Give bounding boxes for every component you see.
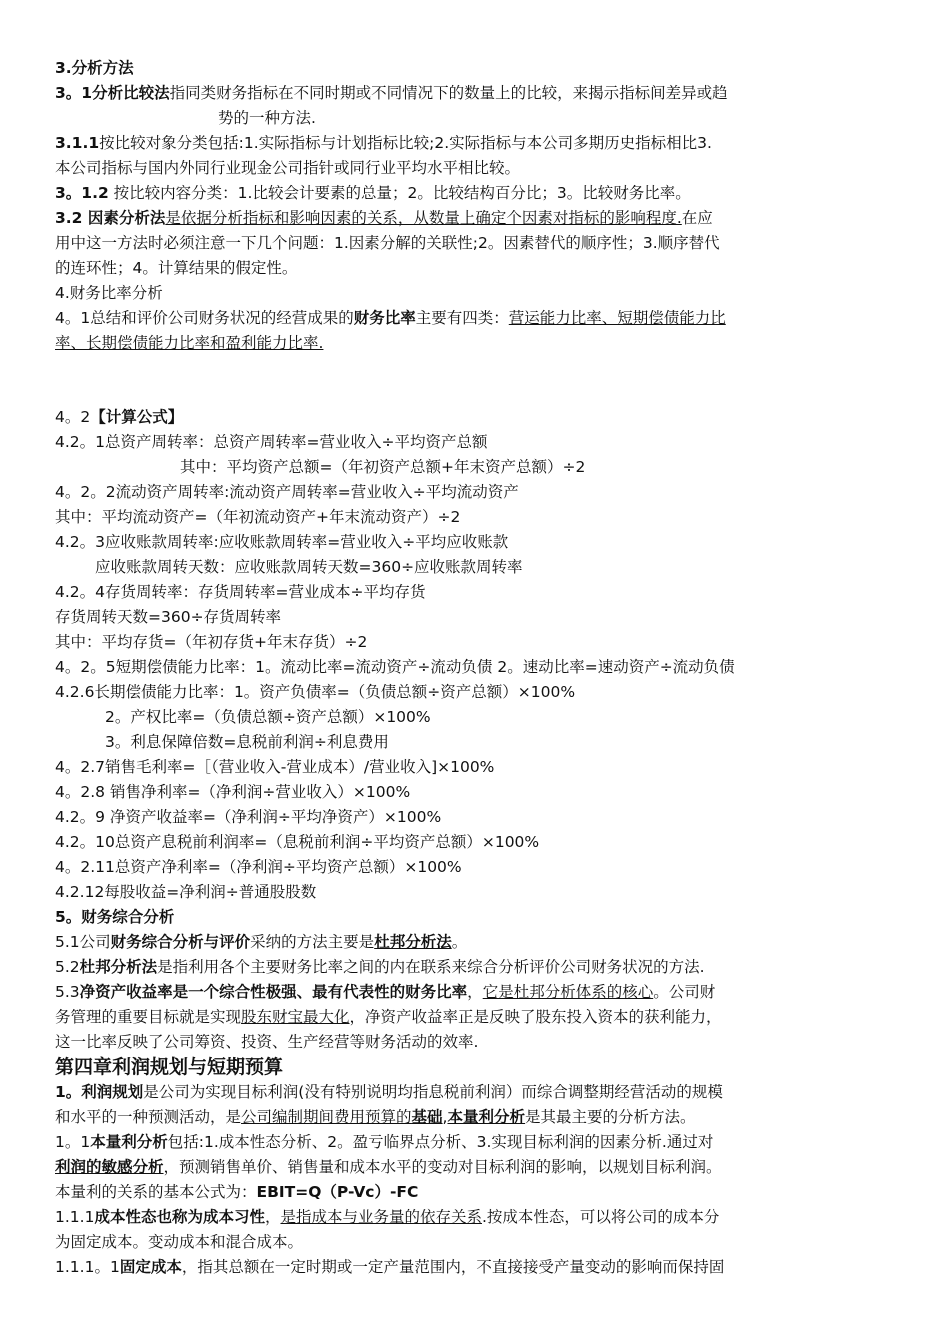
formula-line: 其中：平均存货=（年初存货+年末存货）÷2 — [55, 633, 368, 651]
formula-line: 4。2.7销售毛利率=［（营业收入-营业成本）/营业收入]×100% — [55, 758, 495, 776]
text-line: 3。1.2 按比较内容分类：1.比较会计要素的总量；2。比较结构百分比；3。比较财务比率。 — [55, 184, 691, 202]
formula-line: 2。产权比率=（负债总额÷资产总额）×100% — [105, 708, 431, 726]
formula-line: 4.2。1总资产周转率：总资产周转率=营业收入÷平均资产总额 — [55, 433, 488, 451]
text-line: 4。1总结和评价公司财务状况的经营成果的财务比率主要有四类：营运能力比率、短期偿债能力比 — [55, 309, 726, 327]
text-line: 用中这一方法时必须注意一下几个问题：1.因素分解的关联性;2。因素替代的顺序性；3.顺序替代 — [55, 234, 720, 252]
text-line: 1。1本量利分析包括:1.成本性态分析、2。盈亏临界点分析、3.实现目标利润的因素分析.通过对 — [55, 1133, 714, 1151]
formula-line: 应收账款周转天数：应收账款周转天数=360÷应收账款周转率 — [95, 558, 523, 576]
text-line: 率、长期偿债能力比率和盈利能力比率. — [55, 334, 324, 352]
text-line: 3.2 因素分析法是依据分析指标和影响因素的关系，从数量上确定个因素对指标的影响程度.在应 — [55, 209, 713, 227]
section-heading-ratio-analysis: 4.财务比率分析 — [55, 284, 163, 302]
chapter-heading: 第四章利润规划与短期预算 — [55, 1056, 284, 1078]
text-line: 3.1.1按比较对象分类包括:1.实际指标与计划指标比较;2.实际指标与本公司多期历史指标相比3. — [55, 134, 712, 152]
formula-line: 存货周转天数=360÷存货周转率 — [55, 608, 282, 626]
text-line: 1.1.1。1固定成本，指其总额在一定时期或一定产量范围内，不直接接受产量变动的影响而保持固 — [55, 1258, 725, 1276]
text-line: 5.2杜邦分析法是指利用各个主要财务比率之间的内在联系来综合分析评价公司财务状况的方法. — [55, 958, 705, 976]
formula-line: 4。2.11总资产净利率=（净利润÷平均资产总额）×100% — [55, 858, 462, 876]
text-line: 1。利润规划是公司为实现目标利润(没有特别说明均指息税前利润）而综合调整期经营活动的规模 — [55, 1083, 723, 1101]
text-line: 这一比率反映了公司筹资、投资、生产经营等财务活动的效率. — [55, 1033, 479, 1051]
formula-line: 4.2。10总资产息税前利润率=（息税前利润÷平均资产总额）×100% — [55, 833, 540, 851]
text-line: 的连环性；4。计算结果的假定性。 — [55, 259, 298, 277]
formula-line: 4.2。9 净资产收益率=（净利润÷平均净资产）×100% — [55, 808, 442, 826]
formula-line: 其中：平均流动资产=（年初流动资产+年末流动资产）÷2 — [55, 508, 461, 526]
text-line: 1.1.1成本性态也称为成本习性，是指成本与业务量的依存关系.按成本性态，可以将公司的成本分 — [55, 1208, 720, 1226]
text-line: 和水平的一种预测活动，是公司编制期间费用预算的基础,本量利分析是其最主要的分析方法。 — [55, 1108, 696, 1126]
formula-line: 4.2。4存货周转率：存货周转率=营业成本÷平均存货 — [55, 583, 426, 601]
text-line: 为固定成本。变动成本和混合成本。 — [55, 1233, 304, 1251]
text-line: 本公司指标与国内外同行业现金公司指针或同行业平均水平相比较。 — [55, 159, 521, 177]
formula-line: 4。2。2流动资产周转率:流动资产周转率=营业收入÷平均流动资产 — [55, 483, 519, 501]
formula-line: 4。2.8 销售净利率=（净利润÷营业收入）×100% — [55, 783, 411, 801]
text-line: 5.1公司财务综合分析与评价采纳的方法主要是杜邦分析法。 — [55, 933, 468, 951]
formula-line: 4.2。3应收账款周转率:应收账款周转率=营业收入÷平均应收账款 — [55, 533, 509, 551]
formula-line: 3。利息保障倍数=息税前利润÷利息费用 — [105, 733, 389, 751]
section-heading-comprehensive-analysis: 5。财务综合分析 — [55, 908, 175, 926]
text-line: 利润的敏感分析，预测销售单价、销售量和成本水平的变动对目标利润的影响，以规划目标利润。 — [55, 1158, 722, 1176]
text-line: 务管理的重要目标就是实现股东财宝最大化，净资产收益率正是反映了股东投入资本的获利能力， — [55, 1008, 722, 1026]
formula-line: 本量利的关系的基本公式为：EBIT=Q（P-Vc）-FC — [55, 1183, 419, 1201]
text-line: 5.3净资产收益率是一个综合性极强、最有代表性的财务比率，它是杜邦分析体系的核心。公司财 — [55, 983, 716, 1001]
subheading-formulas: 4。2【计算公式】 — [55, 408, 184, 426]
text-line: 势的一种方法. — [218, 109, 316, 127]
formula-line: 4.2.12每股收益=净利润÷普通股股数 — [55, 883, 317, 901]
text-line: 3。1分析比较法指同类财务指标在不同时期或不同情况下的数量上的比较，来揭示指标间差异或趋 — [55, 84, 728, 102]
formula-line: 其中：平均资产总额=（年初资产总额+年末资产总额）÷2 — [180, 458, 586, 476]
formula-line: 4.2.6长期偿债能力比率：1。资产负债率=（负债总额÷资产总额）×100% — [55, 683, 576, 701]
formula-line: 4。2。5短期偿债能力比率：1。流动比率=流动资产÷流动负债 2。速动比率=速动资产÷流动负债 — [55, 658, 735, 676]
section-heading-analysis-methods: 3.分析方法 — [55, 59, 134, 77]
